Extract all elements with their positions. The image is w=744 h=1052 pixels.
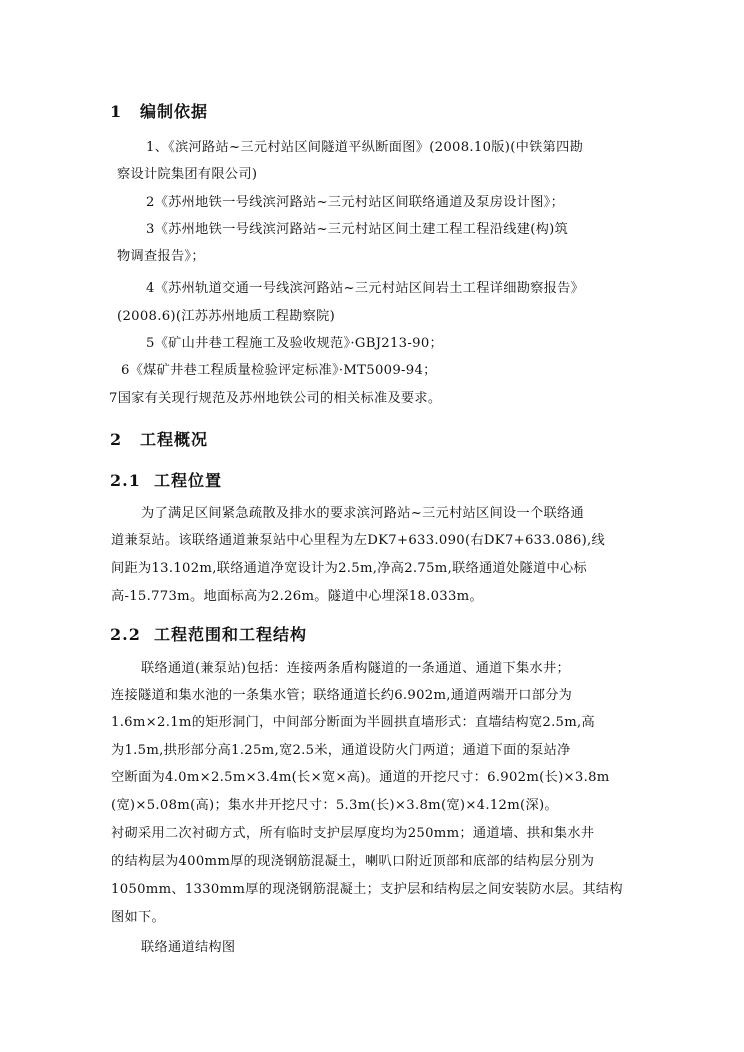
reference-6: 6《煤矿井巷工程质量检验评定标准》·MT5009-94； — [121, 363, 437, 378]
section-1-number: 1 — [110, 102, 123, 121]
location-para-line-3: 间距为13.102m,联络通道净宽设计为2.5m,净高2.75m,联络通道处隧道中心标 — [111, 561, 587, 576]
reference-7: 7国家有关现行规范及苏州地铁公司的相关标准及要求。 — [109, 391, 442, 406]
location-para-line-1: 为了满足区间紧急疏散及排水的要求滨河路站~三元村站区间设一个联络通 — [141, 506, 584, 521]
reference-1-line-1: 1、《滨河路站~三元村站区间隧道平纵断面图》(2008.10版)(中铁第四勘 — [146, 140, 584, 155]
scope-para-line-9: 1050mm、1330mm厚的现浇钢筋混凝土；支护层和结构层之间安装防水层。其结构 — [111, 882, 623, 897]
section-2-1-title: 工程位置 — [154, 471, 223, 490]
section-2-title: 工程概况 — [140, 430, 209, 449]
reference-1-line-2: 察设计院集团有限公司) — [117, 167, 258, 182]
section-2-2-heading — [110, 622, 307, 645]
reference-3-line-2: 物调查报告》； — [117, 249, 205, 264]
section-1-title: 编制依据 — [140, 102, 209, 121]
scope-para-line-7: 衬砌采用二次衬砌方式，所有临时支护层厚度均为250mm；通道墙、拱和集水井 — [111, 826, 595, 841]
scope-para-line-8: 的结构层为400mm厚的现浇钢筋混凝土，喇叭口附近顶部和底部的结构层分别为 — [111, 854, 595, 869]
scope-para-line-4: 为1.5m,拱形部分高1.25m,宽2.5米，通道设防火门两道；通道下面的泵站净 — [111, 743, 571, 758]
reference-5: 5《矿山井巷工程施工及验收规范》·GBJ213-90； — [146, 336, 443, 351]
reference-4-line-2: (2008.6)(江苏苏州地质工程勘察院) — [117, 309, 336, 324]
scope-para-line-6: (宽)×5.08m(高)；集水井开挖尺寸：5.3m(长)×3.8m(宽)×4.12m(深)。 — [111, 798, 558, 813]
section-2-number: 2 — [110, 430, 123, 449]
reference-2: 2《苏州地铁一号线滨河路站~三元村站区间联络通道及泵房设计图》； — [146, 195, 565, 210]
scope-para-line-1: 联络通道(兼泵站)包括：连接两条盾构隧道的一条通道、通道下集水井； — [141, 661, 570, 676]
structure-figure-caption: 联络通道结构图 — [141, 940, 236, 955]
scope-para-line-3: 1.6m×2.1m的矩形洞门，中间部分断面为半圆拱直墙形式：直墙结构宽2.5m,高 — [111, 715, 596, 730]
scope-para-line-2: 连接隧道和集水池的一条集水管；联络通道长约6.902m,通道两端开口部分为 — [111, 688, 573, 703]
section-2-heading — [110, 427, 208, 450]
section-2-1-number: 2.1 — [110, 471, 141, 490]
section-2-1-heading — [110, 468, 222, 491]
section-2-2-title: 工程范围和工程结构 — [154, 625, 308, 644]
reference-3-line-1: 3《苏州地铁一号线滨河路站~三元村站区间土建工程工程沿线建(构)筑 — [146, 222, 569, 237]
location-para-line-4: 高-15.773m。地面标高为2.26m。隧道中心埋深18.033m。 — [111, 589, 483, 604]
scope-para-line-10: 图如下。 — [111, 910, 165, 925]
section-1-heading — [110, 99, 208, 122]
scope-para-line-5: 空断面为4.0m×2.5m×3.4m(长×宽×高)。通道的开挖尺寸：6.902m(长)×3.8m — [111, 770, 610, 785]
section-2-2-number: 2.2 — [110, 625, 141, 644]
reference-4-line-1: 4《苏州轨道交通一号线滨河路站~三元村站区间岩土工程详细勘察报告》 — [146, 281, 585, 296]
location-para-line-2: 道兼泵站。该联络通道兼泵站中心里程为左DK7+633.090(右DK7+633.086),线 — [111, 533, 606, 548]
